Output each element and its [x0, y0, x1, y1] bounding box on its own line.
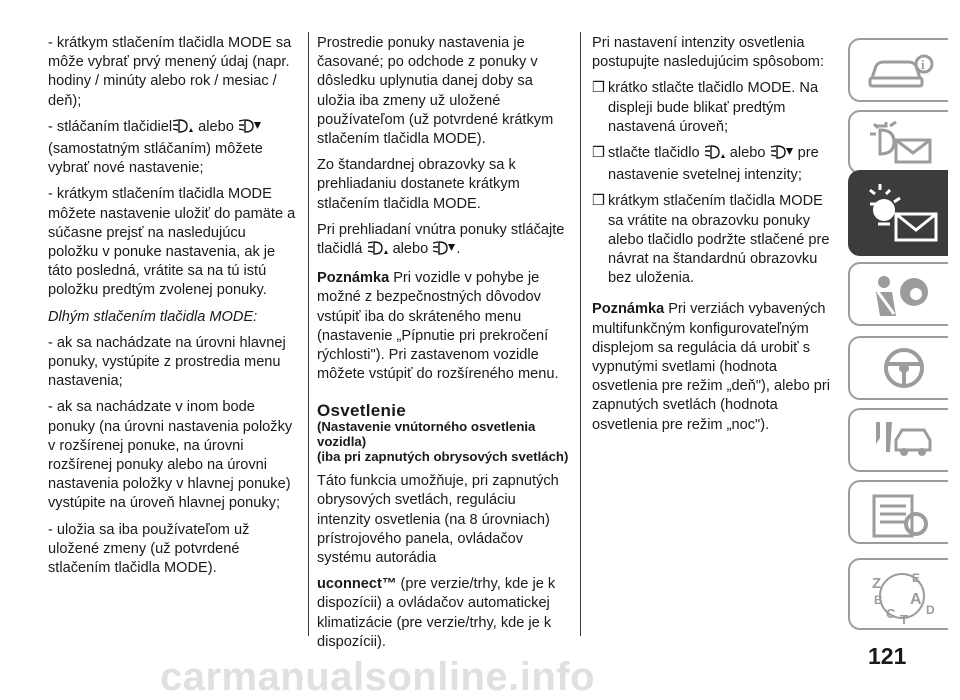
light-up-button-icon — [704, 144, 726, 166]
paragraph — [317, 575, 573, 652]
text-fragment: - stláčaním tlačidiel — [48, 118, 173, 135]
paragraph — [48, 118, 298, 179]
car-emergency-icon — [866, 418, 936, 464]
warning-lights-icon — [866, 120, 936, 166]
svg-text:E: E — [912, 571, 921, 585]
note-label: Poznámka — [317, 270, 390, 287]
list-item — [592, 192, 842, 288]
column-divider-2 — [580, 32, 581, 636]
light-down-button-icon — [238, 118, 262, 140]
paragraph: Zo štandardnej obrazovky sa k prehliadaniu dostanete krátkym stlačením tlačidla MODE. — [317, 157, 520, 212]
seatbelt-airbag-icon — [866, 272, 936, 322]
tab-safety[interactable] — [848, 262, 948, 326]
svg-text:T: T — [900, 612, 908, 626]
list-item-text: krátkym stlačením tlačidla MODE sa vrátite na obrazovku ponuky alebo tlačidlo podržte stlačené pre návrat na štandardnú obrazovku bez uloženia. — [608, 193, 830, 287]
light-up-button-icon — [367, 240, 389, 262]
column-divider-1 — [308, 32, 309, 636]
car-info-icon — [866, 48, 936, 94]
note-text: Pri vozidle v pohybe je možné z bezpečnostných dôvodov vstúpiť iba do skráteného menu (nastavenie „Pípnutie pri prekročení rýchlosti"). Pri zastavenom vozidle môžete vstúpiť do rozšíreného menu. — [317, 270, 559, 383]
page-number: 121 — [868, 643, 907, 669]
column-3 — [592, 34, 842, 442]
service-maintenance-icon — [866, 490, 936, 540]
list-item — [592, 79, 842, 137]
list-item — [592, 144, 842, 185]
light-up-button-icon — [172, 118, 194, 140]
text-fragment: (samostatným stláčaním) môžete vybrať nové nastavenie; — [48, 141, 263, 177]
steering-wheel-icon — [866, 346, 936, 392]
watermark: carmanualsonline.info — [160, 655, 596, 699]
text-fragment: alebo — [198, 118, 234, 135]
note-text: Pri verziách vybavených multifunkčným konfigurovateľným displejom sa regulácia dá urobiť s vypnutými svetlami (hodnota osvetlenia pre režim „deň"), alebo pri zapnutých svetlách (hodnota osvetlenia pre režim „noc"). — [592, 301, 830, 433]
tab-lights-messages[interactable] — [848, 170, 948, 256]
tab-emergency[interactable] — [848, 408, 948, 472]
paragraph: Prostredie ponuky nastavenia je časované; po odchode z ponuky v dôsledku uplynutia danej doby sa uložia iba zmeny už uložené používateľom (už potvrdené krátkym stlačením tlačidla MODE). — [317, 35, 554, 148]
svg-text:D: D — [926, 603, 935, 617]
paragraph: - ak sa nachádzate na úrovni hlavnej ponuky, vystúpite z prostredia menu nastavenia; — [48, 334, 286, 390]
checkbox-bullet-icon: ❒ — [592, 193, 606, 210]
tab-car-info[interactable] — [848, 38, 948, 102]
svg-text:B: B — [874, 593, 883, 607]
paragraph — [317, 221, 573, 262]
paragraph: - krátkym stlačením tlačidla MODE sa môže vybrať prvý menený údaj (napr. hodiny / minúty alebo rok / mesiac / deň); — [48, 35, 292, 109]
paragraph: Pri nastavení intenzity osvetlenia postupujte nasledujúcim spôsobom: — [592, 35, 825, 71]
paragraph: - ak sa nachádzate v inom bode ponuky (na úrovni nastavenia položky v rozšírenej ponuke, na úrovni rozšírenej ponuky alebo na úrovni nastavenia položky v hlavnej ponuke) vystúpite na úroveň hlavnej ponuky; — [48, 399, 293, 512]
svg-text:i: i — [921, 57, 925, 72]
note-paragraph — [317, 269, 573, 384]
paragraph: - krátkym stlačením tlačidla MODE môžete nastavenie uložiť do pamäte a súčasne prejsť na nasledujúcu položku v ponuke nastavenia, ak je táto posledná, vrátite sa na tú istú položku predtým zvolenej ponuky. — [48, 186, 296, 299]
svg-text:Z: Z — [872, 575, 882, 592]
text-fragment: (pre verzie/trhy, kde je k dispozícii) a ovládačov automatickej klimatizácie (pre verzie/trhy, kde je k dispozícii). — [317, 576, 556, 650]
list-item-text: alebo — [729, 145, 766, 162]
list-item-text: pre nastavenie svetelnej intenzity; — [608, 145, 819, 184]
alphabetical-index-icon — [866, 568, 936, 626]
tab-index[interactable] — [848, 558, 948, 630]
tab-maintenance[interactable] — [848, 480, 948, 544]
checkbox-bullet-icon: ❒ — [592, 80, 606, 97]
svg-text:A: A — [910, 591, 922, 608]
paragraph-italic: Dlhým stlačením tlačidla MODE: — [48, 308, 258, 325]
light-down-button-icon — [770, 144, 794, 166]
paragraph: Táto funkcia umožňuje, pri zapnutých obrysových svetlách, reguláciu intenzity osvetlenia (na 8 úrovniach) prístrojového panela, ovládačov systému autorádia — [317, 473, 559, 567]
list-item-text: krátko stlačte tlačidlo MODE. Na displeji bude blikať predtým nastavená úroveň; — [608, 80, 819, 135]
text-fragment: alebo — [392, 241, 429, 258]
tab-starting-driving[interactable] — [848, 336, 948, 400]
paragraph: - uložia sa iba používateľom už uložené zmeny (už potvrdené stlačením tlačidla MODE). — [48, 521, 250, 577]
note-paragraph — [592, 300, 842, 434]
section-title: Osvetlenie — [317, 401, 406, 421]
light-envelope-icon — [866, 180, 942, 248]
section-subtitle: (Nastavenie vnútorného osvetlenia vozidla) (iba pri zapnutých obrysových svetlách) — [317, 419, 569, 464]
text-fragment: Pri prehliadaní vnútra ponuky stláčajte tlačidlá — [317, 221, 565, 258]
light-down-button-icon — [432, 240, 456, 262]
text-fragment: . — [456, 241, 461, 258]
column-2 — [317, 34, 573, 659]
column-1 — [48, 34, 298, 585]
note-label: Poznámka — [592, 301, 665, 318]
tab-warning-lights[interactable] — [848, 110, 948, 174]
brand-name: uconnect™ — [317, 576, 397, 593]
svg-text:C: C — [886, 606, 896, 621]
list-item-text: stlačte tlačidlo — [608, 145, 700, 162]
checkbox-bullet-icon: ❒ — [592, 145, 606, 162]
